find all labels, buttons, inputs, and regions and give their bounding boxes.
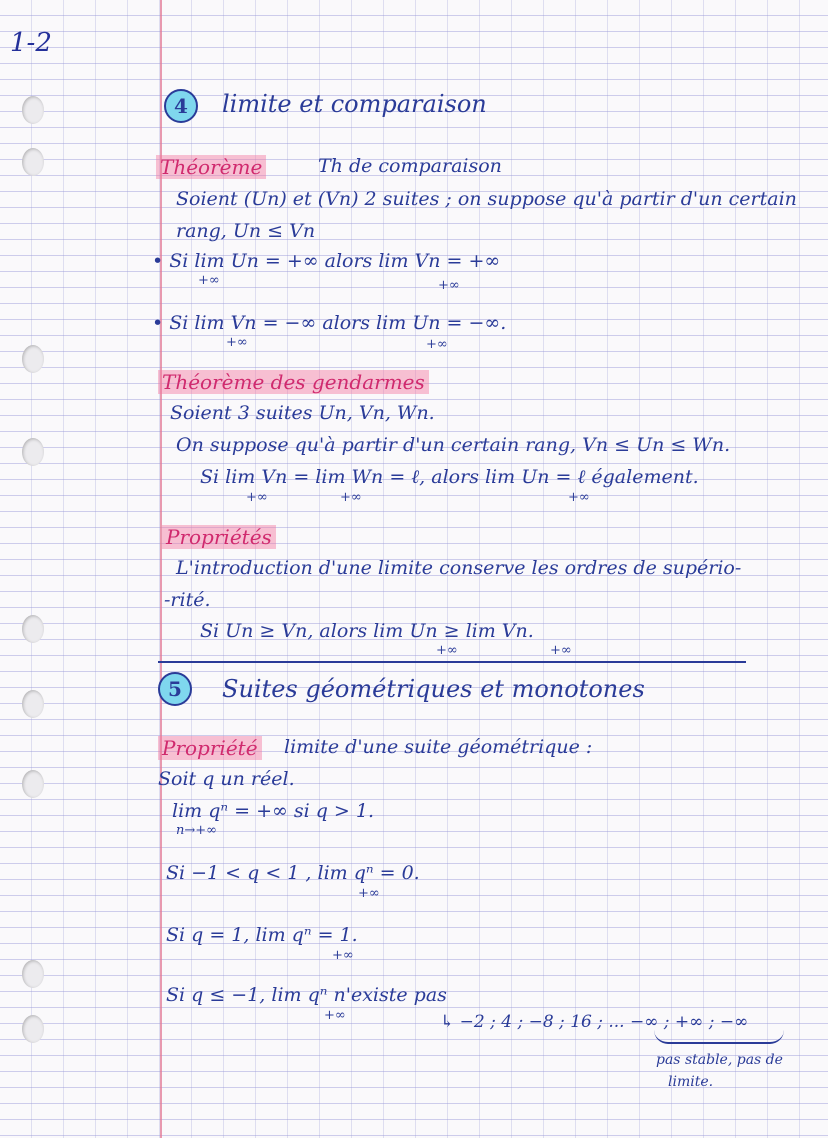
theorem-name: Th de comparaison [318,155,502,177]
binder-hole [22,1015,44,1043]
binder-hole [22,96,44,124]
binder-hole [22,615,44,643]
property-text: Soit q un réel. [158,768,295,790]
underbrace [654,1030,784,1044]
property-text: Si −1 < q < 1 , lim qⁿ = 0. [166,862,420,884]
property-text: Si Un ≥ Vn, alors lim Un ≥ lim Vn. [200,620,534,642]
example-sequence: ↳ −2 ; 4 ; −8 ; 16 ; ... −∞ ; +∞ ; −∞ [440,1012,749,1032]
section-number-badge: 5 [158,672,192,706]
property-text: Si q = 1, lim qⁿ = 1. [166,924,358,946]
binder-hole [22,960,44,988]
section-divider [158,661,746,663]
binder-hole [22,438,44,466]
theorem-text: Soient (Un) et (Vn) 2 suites ; on suppose qu'à partir d'un certain [176,188,797,210]
property-name: limite d'une suite géométrique : [284,736,593,758]
limit-subscript: +∞ [438,278,460,293]
margin-note: limite. [668,1074,714,1090]
property-text: -rité. [164,589,211,611]
margin-note: pas stable, pas de [656,1052,783,1068]
section-number-badge: 4 [164,89,198,123]
binder-hole [22,345,44,373]
theorem-bullet: • Si lim Un = +∞ alors lim Vn = +∞ [152,250,501,272]
limit-subscript: +∞ [226,335,248,350]
limit-subscript: +∞ [426,337,448,352]
property-text: Si q ≤ −1, lim qⁿ n'existe pas [166,984,447,1006]
limit-subscript: +∞ [568,490,590,505]
binder-hole [22,148,44,176]
limit-subscript: +∞ [550,643,572,658]
theorem-text: rang, Un ≤ Vn [176,220,316,242]
property-text: lim qⁿ = +∞ si q > 1. [172,800,375,822]
theorem-label: Théorème des gendarmes [158,370,429,394]
theorem-bullet: • Si lim Vn = −∞ alors lim Un = −∞. [152,312,507,334]
limit-subscript: +∞ [324,1008,346,1023]
section-title: Suites géométriques et monotones [222,675,645,703]
limit-subscript: +∞ [436,643,458,658]
limit-subscript: +∞ [246,490,268,505]
limit-subscript: +∞ [358,886,380,901]
limit-subscript: n→+∞ [176,823,217,838]
limit-subscript: +∞ [340,490,362,505]
property-label: Propriétés [162,525,276,549]
theorem-text: On suppose qu'à partir d'un certain rang, Vn ≤ Un ≤ Wn. [176,434,731,456]
property-text: L'introduction d'une limite conserve les ordres de supério- [176,557,742,579]
limit-subscript: +∞ [332,948,354,963]
theorem-label: Théorème [156,155,266,179]
binder-hole [22,770,44,798]
property-label: Propriété [158,736,262,760]
page-reference: 1-2 [10,28,52,58]
theorem-text: Si lim Vn = lim Wn = ℓ, alors lim Un = ℓ également. [200,466,699,488]
limit-subscript: +∞ [198,273,220,288]
section-title: limite et comparaison [222,90,487,118]
binder-hole [22,690,44,718]
theorem-text: Soient 3 suites Un, Vn, Wn. [170,402,435,424]
